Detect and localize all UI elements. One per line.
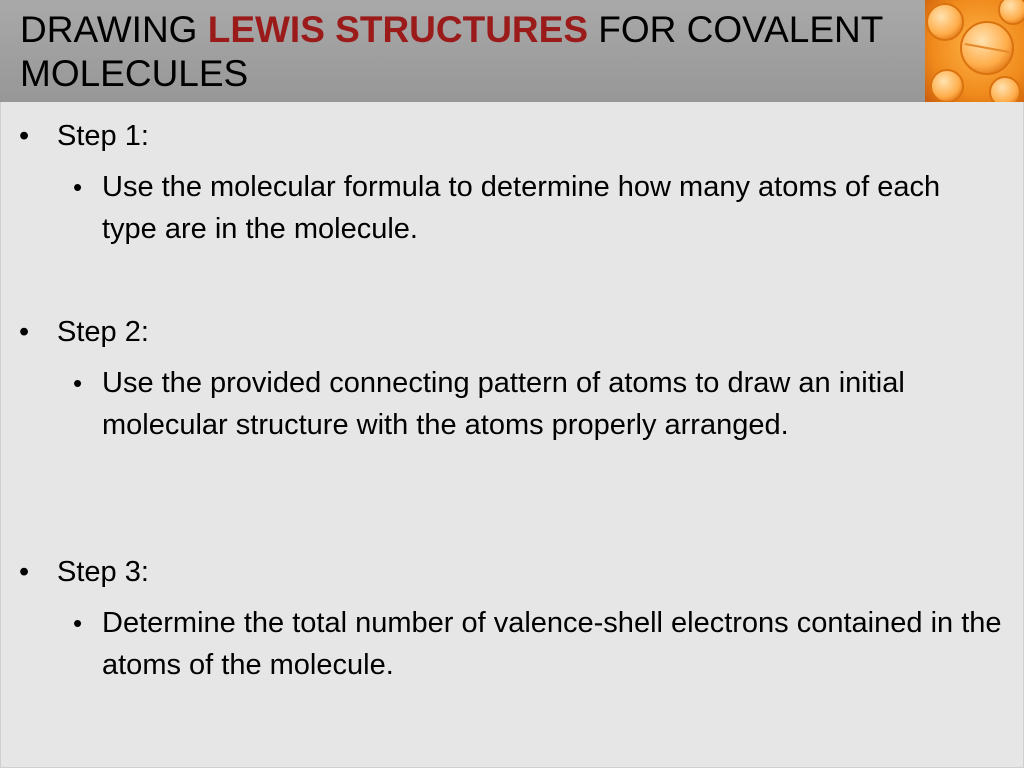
title-highlight: LEWIS STRUCTURES [207, 9, 589, 50]
step-2-detail [1, 362, 1021, 446]
step-1-detail [1, 166, 1021, 250]
step-1-heading [1, 116, 1021, 160]
orange-pills-photo [925, 0, 1024, 102]
title-bar [0, 0, 1024, 102]
sub-bullet: • [73, 172, 83, 202]
step-2 [1, 312, 1021, 446]
title-text-end: FOR COVALENT MOLECULES [20, 9, 883, 94]
bullet: • [19, 120, 30, 152]
slide-title [20, 8, 910, 96]
bullet: • [19, 316, 30, 348]
step-3-detail [1, 602, 1021, 686]
slide-content [0, 102, 1024, 768]
bullet: • [19, 556, 30, 588]
step-label: Step 2: [57, 316, 149, 348]
step-detail: Determine the total number of valence-shell electrons contained in the atoms of the molecule. [102, 607, 1002, 681]
step-1 [1, 116, 1021, 250]
step-2-heading [1, 312, 1021, 356]
step-3 [1, 552, 1021, 686]
step-label: Step 1: [57, 120, 149, 152]
step-detail: Use the provided connecting pattern of atoms to draw an initial molecular structure with the atoms properly arranged. [102, 367, 905, 441]
title-text-start: DRAWING [20, 9, 208, 50]
step-label: Step 3: [57, 556, 149, 588]
sub-bullet: • [73, 608, 83, 638]
sub-bullet: • [73, 368, 83, 398]
step-detail: Use the molecular formula to determine how many atoms of each type are in the molecule. [102, 171, 941, 245]
step-3-heading [1, 552, 1021, 596]
